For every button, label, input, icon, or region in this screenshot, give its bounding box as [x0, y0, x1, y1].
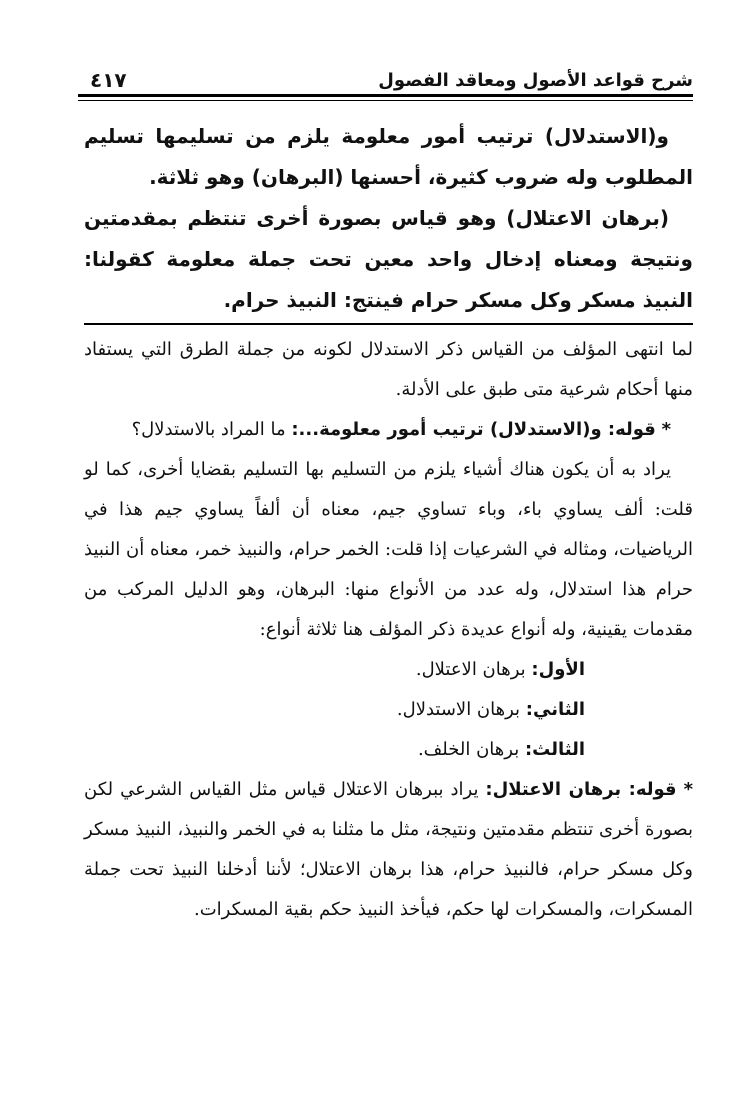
matn-paragraph-istidlal: و(الاستدلال) ترتيب أمور معلومة يلزم من تسليمها تسليم المطلوب وله ضروب كثيرة، أحسنها (البرهان) وهو ثلاثة. [84, 124, 693, 189]
running-title: شرح قواعد الأصول ومعاقد الفصول [378, 70, 693, 91]
matn-paragraph-burhan-itilal: (برهان الاعتلال) وهو قياس بصورة أخرى تنتظم بمقدمتين ونتيجة ومعناه إدخال واحد معين تحت جملة معلومة كقولنا: النبيذ مسكر وكل مسكر حرام فينتج: النبيذ حرام. [84, 206, 693, 312]
matn-sharh-separator [84, 323, 693, 325]
sharh-commentary [84, 330, 693, 930]
answer-text: يراد ببرهان الاعتلال قياس مثل القياس الشرعي لكن بصورة أخرى تنتظم مقدمتين ونتيجة، مثل ما مثلنا به في الخمر والنبيذ، النبيذ مسكر وكل مسكر حرام، فالنبيذ حرام، هذا برهان الاعتلال؛ لأننا أدخلنا النبيذ تحت جملة المسكرات، والمسكرات لها حكم، فيأخذ النبيذ حكم بقية المسكرات. [84, 779, 693, 920]
type-label: الثالث: [524, 739, 585, 760]
quote-label: قوله: و(الاستدلال) ترتيب أمور معلومة...: [291, 419, 656, 440]
star-marker: * [661, 419, 671, 440]
question-text: ما المراد بالاستدلال؟ [131, 419, 286, 440]
star-marker: * [683, 779, 693, 800]
type-item-2 [84, 690, 693, 730]
page-header [78, 58, 693, 90]
sharh-intro: لما انتهى المؤلف من القياس ذكر الاستدلال لكونه من جملة الطرق التي يستفاد منها أحكام شرعية متى طبق على الأدلة. [84, 339, 693, 400]
type-text: برهان الخلف. [417, 739, 520, 760]
type-item-3 [84, 730, 693, 770]
type-item-1 [84, 650, 693, 690]
answer-paragraph-1: يراد به أن يكون هناك أشياء يلزم من التسليم بها التسليم بقضايا أخرى، كما لو قلت: ألف يساوي باء، وباء تساوي جيم، معناه أن ألفاً يساوي جيم هذا في الرياضيات، ومثاله في الشرعيات إذا قلت: الخمر حرام، والنبيذ خمر، معناه أن النبيذ حرام هذا استدلال، وله عدد من الأنواع منها: البرهان، وهو الدليل المركب من مقدمات يقينية، وله أنواع عديدة ذكر المؤلف هنا ثلاثة أنواع: [84, 459, 693, 640]
matn-text [84, 116, 693, 321]
header-rule-thick [78, 94, 693, 97]
type-label: الثاني: [525, 699, 585, 720]
page-number: ٤١٧ [90, 68, 127, 92]
type-text: برهان الاستدلال. [396, 699, 521, 720]
type-label: الأول: [531, 659, 585, 680]
quote-label: قوله: برهان الاعتلال: [485, 779, 677, 800]
answer-paragraph-2 [84, 770, 693, 930]
question-paragraph-1 [84, 410, 693, 450]
header-rule-thin [78, 100, 693, 101]
type-text: برهان الاعتلال. [415, 659, 526, 680]
